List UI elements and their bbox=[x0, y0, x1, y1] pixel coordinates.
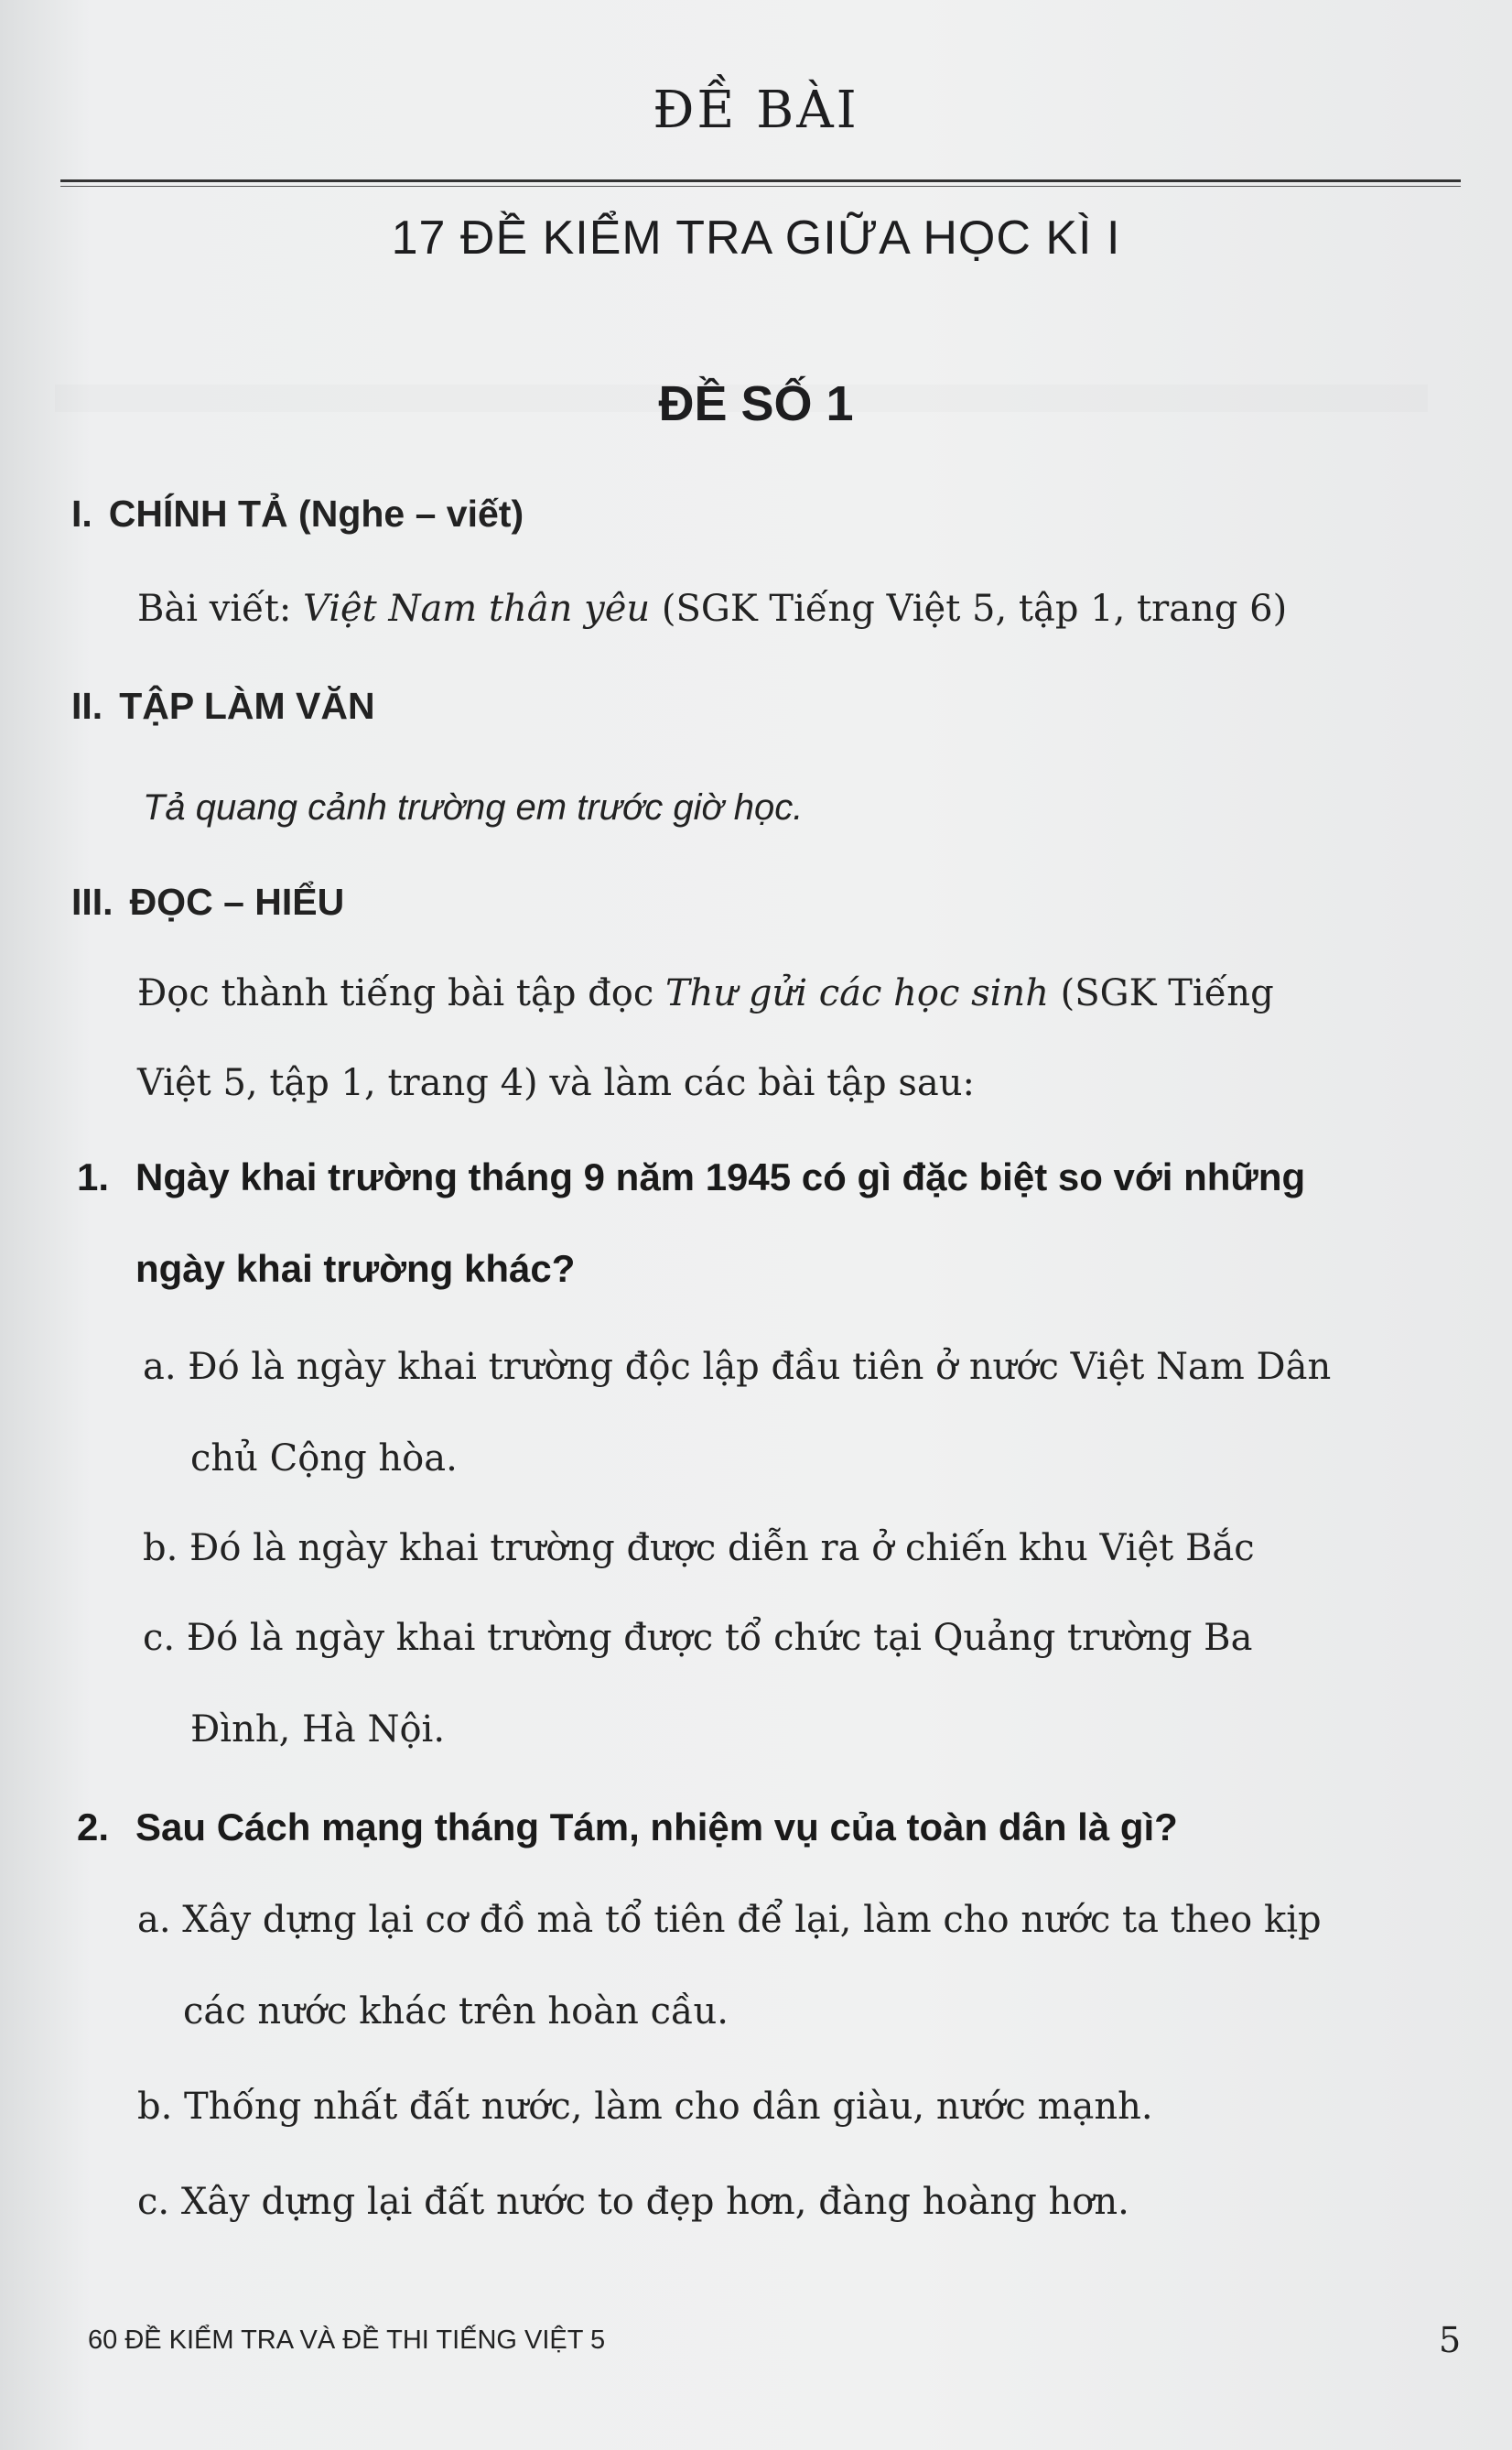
section-heading-tap-lam-van bbox=[71, 685, 375, 728]
composition-prompt: Tả quang cảnh trường em trước giờ học. bbox=[143, 787, 804, 828]
exam-title: ĐỀ SỐ 1 bbox=[658, 376, 854, 431]
page-header: ĐỀ BÀI bbox=[653, 81, 859, 140]
q2-option-b: b. Thống nhất đất nước, làm cho dân giàu, nước mạnh. bbox=[137, 2086, 1153, 2128]
question-2 bbox=[77, 1805, 1178, 1849]
header-rule-thin bbox=[60, 186, 1461, 187]
book-title-footer: 60 ĐỀ KIỂM TRA VÀ ĐỀ THI TIẾNG VIỆT 5 bbox=[88, 2325, 606, 2355]
section-title: TẬP LÀM VĂN bbox=[119, 685, 375, 727]
assignment-label: Bài viết: bbox=[137, 588, 304, 630]
q1-option-c-cont: Đình, Hà Nội. bbox=[190, 1708, 446, 1751]
section-heading-doc-hieu bbox=[71, 881, 344, 924]
reading-intro-text: Đọc thành tiếng bài tập đọc bbox=[137, 972, 665, 1014]
section-number: III. bbox=[71, 881, 113, 923]
q1-option-a-cont: chủ Cộng hòa. bbox=[190, 1437, 458, 1480]
question-number: 1. bbox=[77, 1155, 110, 1198]
q1-option-a: a. Đó là ngày khai trường độc lập đầu tiên ở nước Việt Nam Dân bbox=[143, 1346, 1332, 1388]
subtitle: 17 ĐỀ KIỂM TRA GIỮA HỌC KÌ I bbox=[391, 211, 1121, 265]
q2-option-c: c. Xây dựng lại đất nước to đẹp hơn, đàng hoàng hơn. bbox=[137, 2181, 1129, 2223]
section-title: ĐỌC – HIỂU bbox=[129, 881, 345, 923]
page-number: 5 bbox=[1439, 2320, 1462, 2360]
q2-option-a: a. Xây dựng lại cơ đồ mà tổ tiên để lại, làm cho nước ta theo kịp bbox=[137, 1899, 1322, 1941]
question-text: Sau Cách mạng tháng Tám, nhiệm vụ của toàn dân là gì? bbox=[135, 1805, 1178, 1848]
question-text: Ngày khai trường tháng 9 năm 1945 có gì đặc biệt so với những bbox=[135, 1155, 1306, 1198]
header-rule bbox=[60, 179, 1461, 182]
dictation-assignment bbox=[137, 588, 1287, 630]
reading-intro-line2: Việt 5, tập 1, trang 4) và làm các bài tập sau: bbox=[137, 1062, 975, 1104]
section-title: CHÍNH TẢ (Nghe – viết) bbox=[108, 493, 524, 535]
reading-intro-line1 bbox=[137, 972, 1274, 1014]
reading-title: Thư gửi các học sinh bbox=[664, 972, 1049, 1014]
question-number: 2. bbox=[77, 1805, 110, 1848]
question-1 bbox=[77, 1155, 1305, 1199]
assignment-source: (SGK Tiếng Việt 5, tập 1, trang 6) bbox=[650, 588, 1288, 630]
section-number: II. bbox=[71, 685, 103, 727]
q2-option-a-cont: các nước khác trên hoàn cầu. bbox=[183, 1990, 729, 2033]
q1-option-b: b. Đó là ngày khai trường được diễn ra ở chiến khu Việt Bắc bbox=[143, 1527, 1255, 1569]
question-1-line2: ngày khai trường khác? bbox=[135, 1247, 576, 1290]
assignment-title: Việt Nam thân yêu bbox=[303, 588, 651, 630]
section-heading-chinh-ta bbox=[71, 493, 524, 536]
q1-option-c: c. Đó là ngày khai trường được tổ chức tại Quảng trường Ba bbox=[143, 1617, 1253, 1659]
section-number: I. bbox=[71, 493, 92, 535]
reading-intro-source: (SGK Tiếng bbox=[1048, 972, 1274, 1014]
